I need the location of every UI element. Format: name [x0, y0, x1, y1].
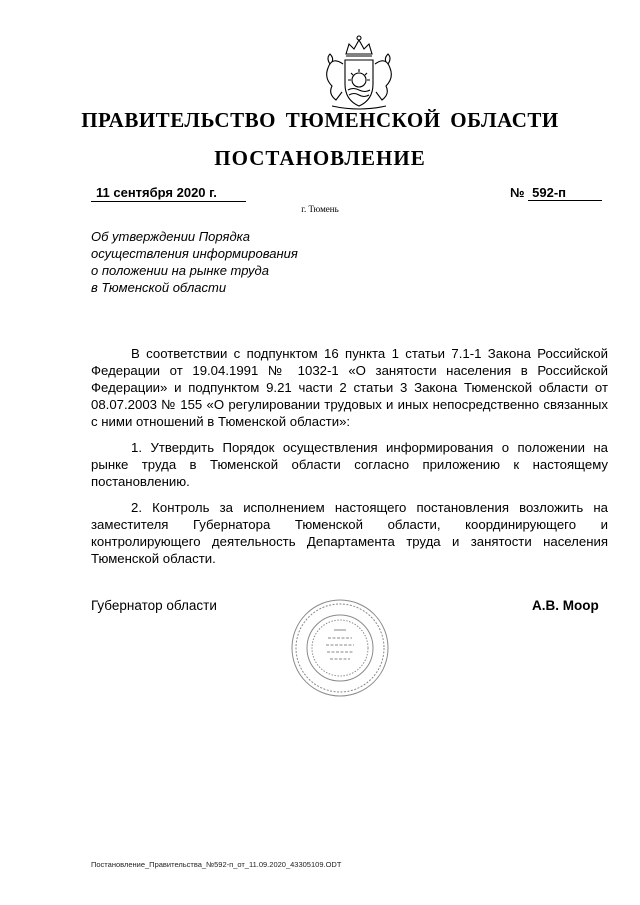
round-official-seal-icon — [290, 598, 390, 698]
document-city: г. Тюмень — [301, 204, 339, 214]
item-1-paragraph: 1. Утвердить Порядок осуществления информирования о положении на рынке труда в Тюменской области согласно приложению к настоящему постановлению. — [91, 440, 608, 489]
government-title: ПРАВИТЕЛЬСТВО ТЮМЕНСКОЙ ОБЛАСТИ — [81, 108, 559, 132]
preamble-paragraph: В соответствии с подпунктом 16 пункта 1 статьи 7.1-1 Закона Российской Федерации от 19.04.1991 № 1032-1 «О занятости населения в Российской Федерации» и подпунктом 9.21 части 2 статьи 3 Закона Тюменской области от 08.07.2003 № 155 «О регулировании трудовых и иных непосредственно связанных с ними отношений в Тюменской области»: — [91, 346, 608, 429]
subject-line: осуществления информирования — [91, 246, 298, 261]
subject-line: в Тюменской области — [91, 280, 227, 295]
subject-line: о положении на рынке труда — [91, 263, 269, 278]
document-body — [91, 345, 608, 576]
document-date: 11 сентября 2020 г. — [91, 185, 246, 202]
item-2-paragraph: 2. Контроль за исполнением настоящего постановления возложить на заместителя Губернатора Тюменской области, координирующего и контролирующего деятельность Департамента труда и занятости населения Тюменской области. — [91, 500, 608, 566]
document-number — [510, 185, 602, 201]
number-sign: № — [510, 185, 525, 200]
signer-title: Губернатор области — [91, 598, 217, 613]
file-footer: Постановление_Правительства_№592-п_от_11.09.2020_43305109.ODT — [91, 860, 342, 869]
signer-name: А.В. Моор — [532, 598, 599, 613]
document-type-heading: ПОСТАНОВЛЕНИЕ — [214, 146, 426, 170]
document-subject — [91, 228, 351, 296]
subject-line: Об утверждении Порядка — [91, 229, 250, 244]
number-value: 592-п — [528, 185, 602, 201]
tyumen-region-coat-of-arms-icon — [318, 34, 400, 114]
